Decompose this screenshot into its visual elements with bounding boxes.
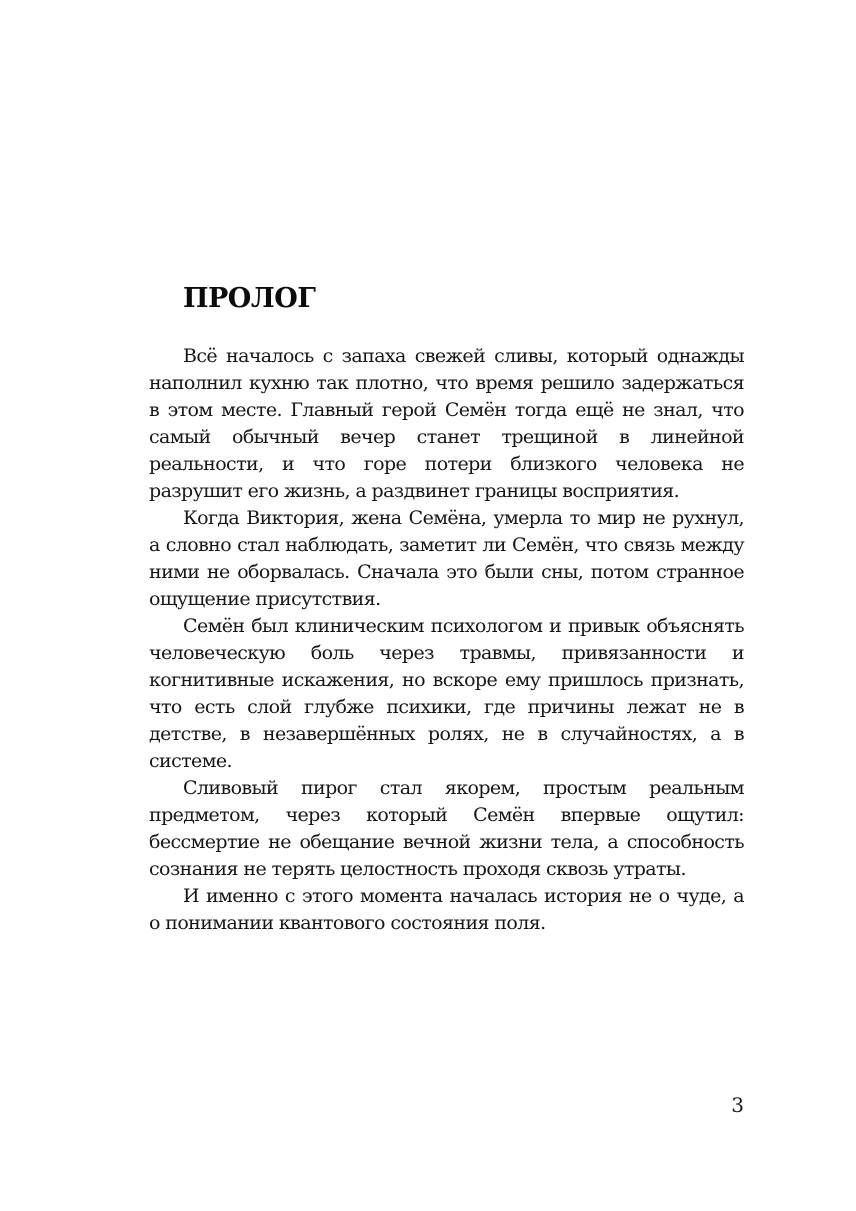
page-number: 3 bbox=[731, 1093, 744, 1117]
paragraph: Всё началось с запаха свежей сливы, который однажды наполнил кухню так плотно, что время решило задержаться в этом месте. Главный герой Семён тогда ещё не знал, что самый обычный вечер станет трещиной в линейной реальности, и что горе потери близкого человека не разрушит его жизнь, а раздвинет границы восприятия. bbox=[149, 345, 744, 502]
chapter-body bbox=[149, 343, 744, 937]
chapter-title: ПРОЛОГ bbox=[183, 283, 316, 314]
paragraph: Когда Виктория, жена Семёна, умерла то мир не рухнул, а словно стал наблюдать, заметит ли Семён, что связь между ними не оборвалась. Сначала это были сны, потом странное ощущение присутствия. bbox=[149, 507, 744, 610]
paragraph: И именно с этого момента началась история не о чуде, а о понимании квантового состояния поля. bbox=[149, 885, 744, 934]
paragraph: Сливовый пирог стал якорем, простым реальным предметом, через который Семён впервые ощутил: бессмертие не обещание вечной жизни тела, а способность сознания не терять целостность проходя сквозь утраты. bbox=[149, 777, 744, 880]
paragraph: Семён был клиническим психологом и привык объяснять человеческую боль через травмы, привязанности и когнитивные искажения, но вскоре ему пришлось признать, что есть слой глубже психики, где причины лежат не в детстве, в незавершённых ролях, не в случайностях, а в системе. bbox=[149, 615, 744, 772]
